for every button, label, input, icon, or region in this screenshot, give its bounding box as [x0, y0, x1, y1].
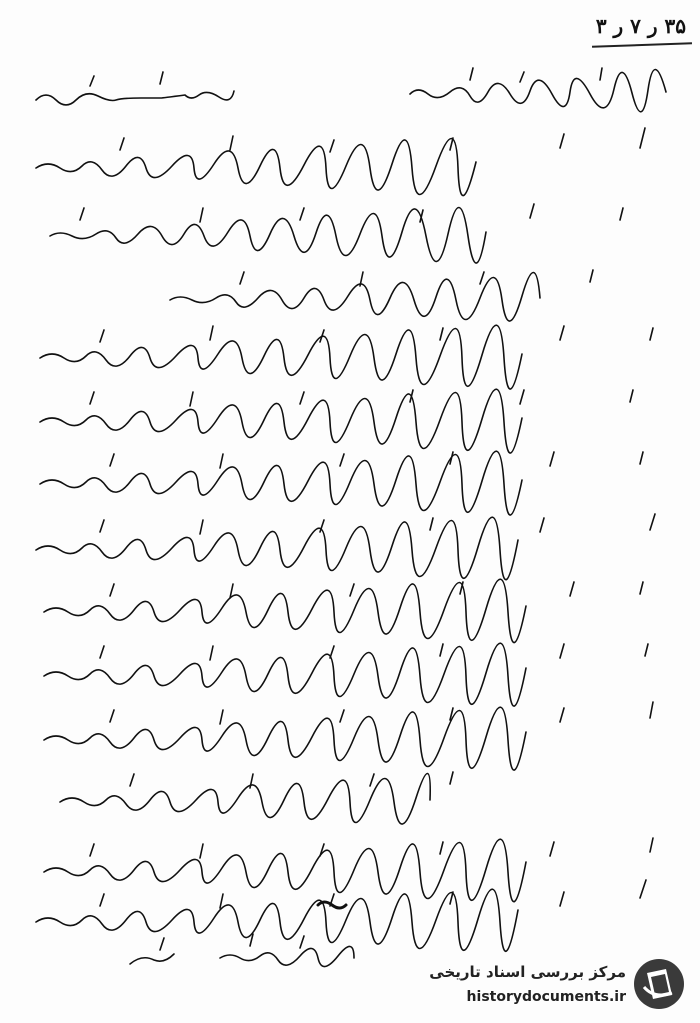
- handwritten-line: [40, 389, 633, 453]
- signature: [130, 934, 354, 967]
- handwritten-line: [40, 451, 643, 515]
- handwritten-line: [36, 68, 666, 112]
- watermark-title: مرکز بررسی اسناد تاریخی: [429, 963, 626, 981]
- handwritten-line: [44, 838, 653, 902]
- handwritten-line: [60, 772, 453, 824]
- archive-seal-icon: [632, 957, 686, 1011]
- handwritten-line: [44, 579, 643, 642]
- handwritten-line: [44, 643, 648, 706]
- watermark-url: historydocuments.ir: [466, 989, 626, 1005]
- handwritten-line: [36, 880, 646, 951]
- handwritten-line: [36, 514, 655, 580]
- handwritten-line: [40, 325, 653, 389]
- handwritten-line: [170, 270, 593, 321]
- handwritten-line: [50, 204, 623, 263]
- handwritten-line: [36, 128, 645, 196]
- watermark: [416, 953, 686, 1017]
- page-number: ۳۵ ر ۷ ر ۳: [595, 14, 686, 38]
- handwritten-line: [44, 702, 653, 770]
